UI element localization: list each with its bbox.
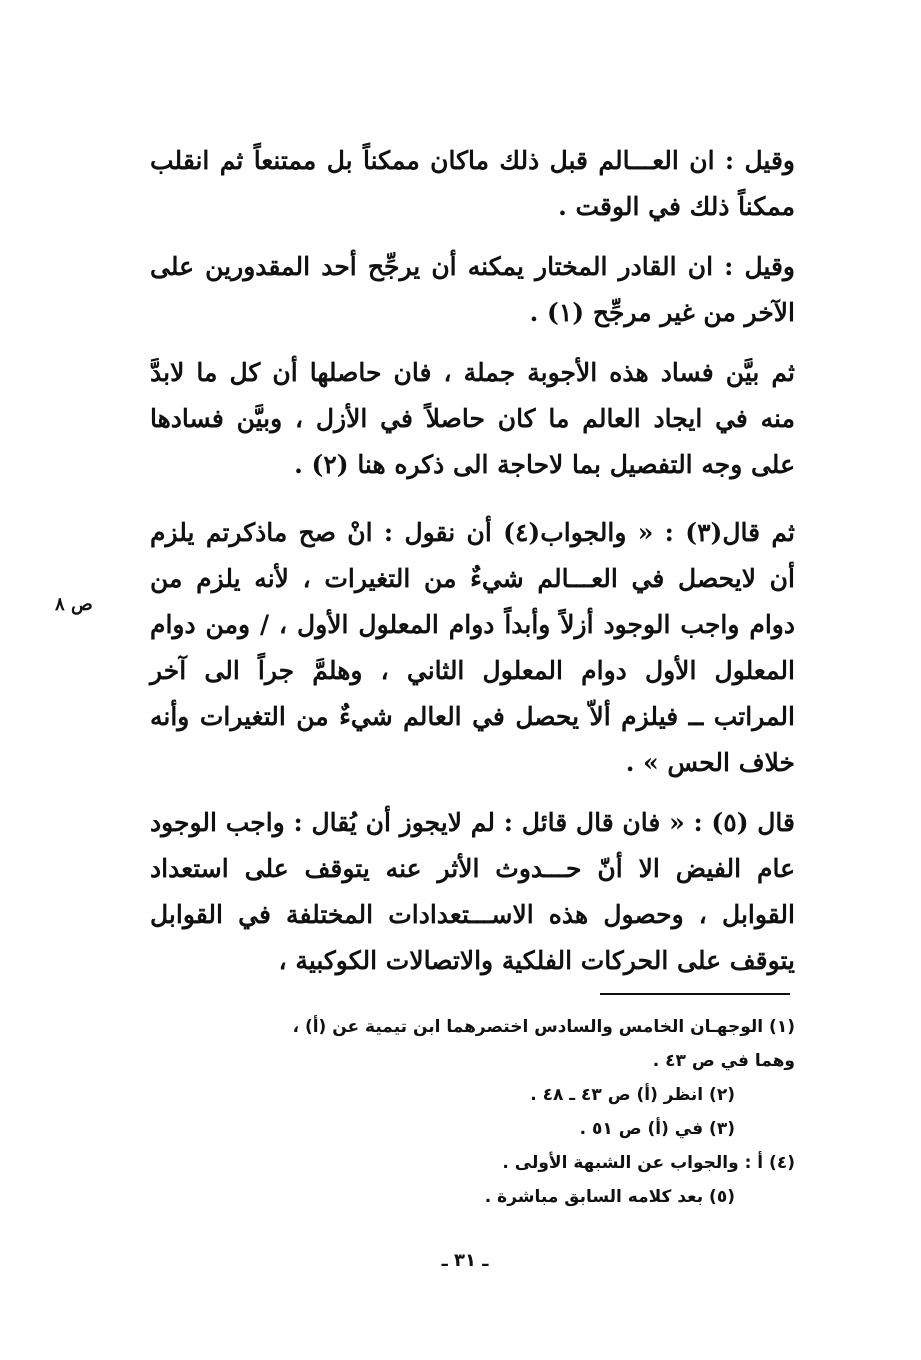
footnote: (٥) بعد كلامه السابق مباشرة . <box>484 1187 735 1207</box>
paragraph: وقيل : ان العـــالم قبل ذلك ماكان ممكناً بل ممتنعاً ثم انقلب ممكناً ذلك في الوقت . <box>150 146 795 221</box>
footnote: (٤) أ : والجواب عن الشبهة الأولى . <box>502 1153 795 1173</box>
footnote: (١) الوجهـان الخامس والسادس اختصرهما ابن تيمية عن (أ) ، <box>292 1017 795 1037</box>
paragraph: قال (٥) : « فان قال قائل : لم لايجوز أن يُقال : واجب الوجود عام الفيض الا أنّ حـــدوث الأثر عنه يتوقف على استعداد القوابل ، وحصول هذه الاســـتعدادات المختلفة في القوابل يتوقف على الحركات الفلكية والاتصالات الكوكبية ، <box>150 808 795 975</box>
paragraph: وقيل : ان القادر المختار يمكنه أن يرجِّح أحد المقدورين على الآخر من غير مرجِّح (١) . <box>150 252 795 327</box>
paragraph: ثم قال(٣) : « والجواب(٤) أن نقول : انْ صح ماذكرتم يلزم أن لايحصل في العـــالم شيءٌ من التغيرات ، لأنه يلزم من دوام واجب الوجود أزلاً وأبداً دوام المعلول الأول ، / ومن دوام المعلول الأول دوام المعلول الثاني ، وهلمَّ جراً الى آخر المراتب ــ فيلزم ألاّ يحصل في العالم شيءٌ من التغيرات وأنه خلاف الحس » . <box>150 518 795 777</box>
footnote: (٢) انظر (أ) ص ٤٣ ـ ٤٨ . <box>530 1085 735 1105</box>
paragraph: ثم بيَّن فساد هذه الأجوبة جملة ، فان حاصلها أن كل ما لابدَّ منه في ايجاد العالم ما كان حاصلاً في الأزل ، وبيَّن فسادها على وجه التفصيل بما لاحاجة الى ذكره هنا (٢) . <box>150 358 795 479</box>
footnote-divider <box>600 993 790 995</box>
page-number: ـ ٣١ ـ <box>441 1250 489 1271</box>
main-text <box>150 138 795 998</box>
footnote: (٣) في (أ) ص ٥١ . <box>579 1119 735 1139</box>
footnote-continuation: وهما في ص ٤٣ . <box>652 1051 795 1071</box>
margin-page-reference: ص ٨ <box>55 594 93 615</box>
footnotes <box>292 1010 795 1214</box>
